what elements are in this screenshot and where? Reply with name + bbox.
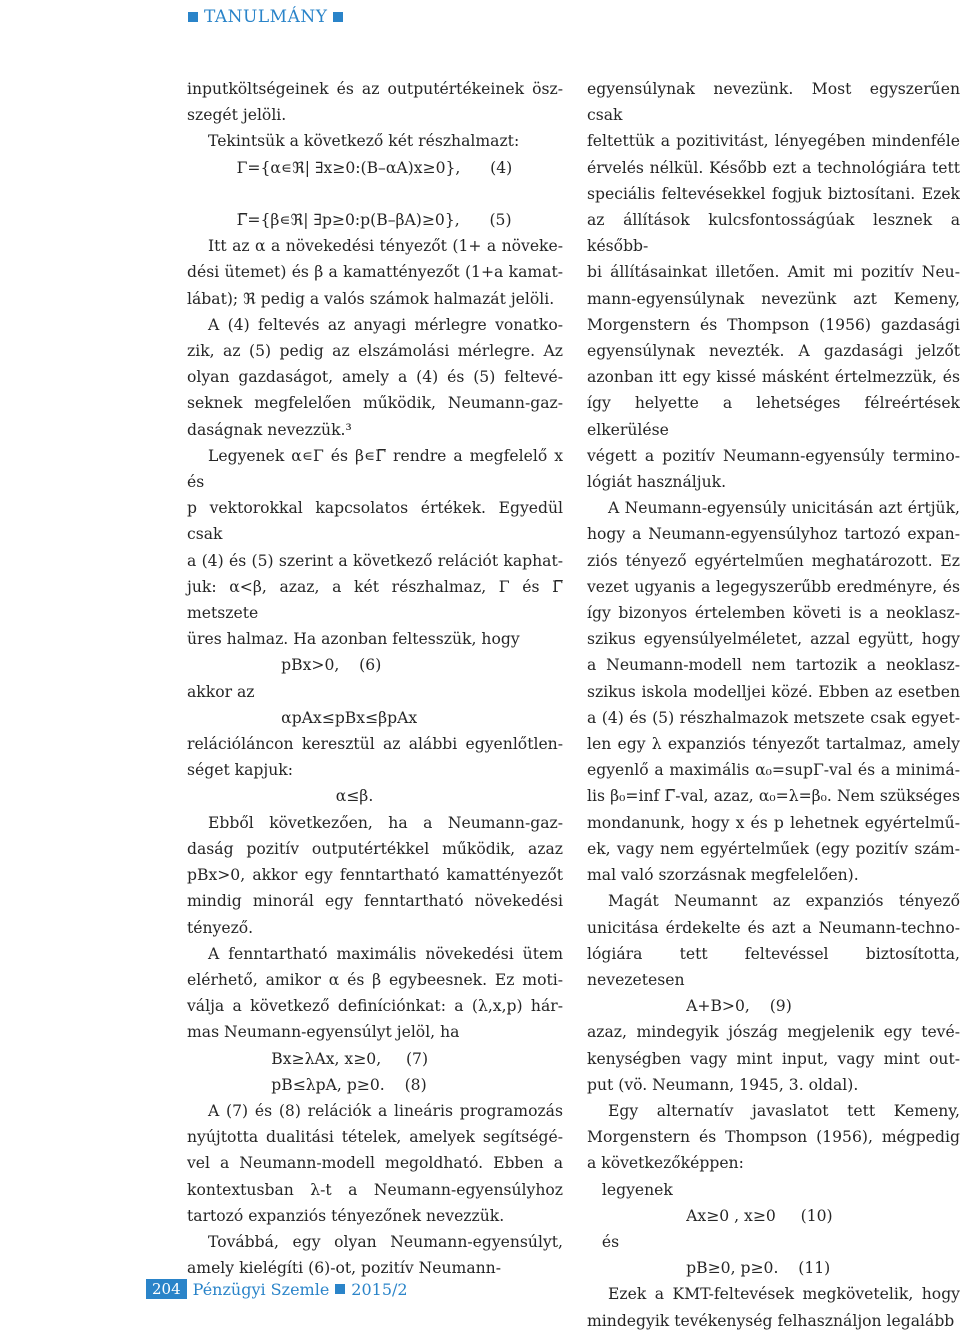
text-line: hogy a Neumann-egyensúlyhoz tartozó expan-: [587, 525, 960, 544]
text-line: végett a pozitív Neumann-egyensúly termino-: [587, 446, 960, 465]
text-line: tényező.: [187, 918, 254, 937]
text-line: egyensúlynak nevezünk. Most egyszerűen csak: [587, 80, 960, 125]
text-line: A (4) feltevés az anyagi mérlegre vonatko-: [208, 315, 563, 334]
text-line: inputköltségeinek és az outputértékeinek ösz-: [187, 80, 563, 98]
text-line: válja a következő definíciónkat: a (λ,x,p) hár-: [187, 997, 563, 1016]
text-line: put (vö. Neumann, 1945, 3. oldal).: [587, 1075, 859, 1094]
text-line: daság pozitív outputértékkel működik, azaz: [187, 839, 563, 858]
text-line: mindegyik tevékenység felhasználjon legalább: [587, 1311, 955, 1330]
text-line: Tekintsük a következő két részhalmazt:: [208, 132, 520, 151]
text-line: daságnak nevezzük.³: [187, 420, 352, 439]
text-line: bi állításainkat illetően. Amit mi pozitív Neu-: [587, 263, 960, 282]
text-line: Egy alternatív javaslatot tett Kemeny,: [608, 1101, 960, 1120]
text-line: akkor az: [187, 682, 255, 701]
section-title: TANULMÁNY: [204, 7, 328, 27]
text-line: azaz, mindegyik jószág megjelenik egy tevé-: [587, 1023, 960, 1042]
text-line: feltettük a pozitivitást, lényegében mindenféle: [587, 132, 960, 151]
text-line: amely kielégíti (6)-ot, pozitív Neumann-: [187, 1259, 501, 1278]
equation-line: Γ={α∊ℜ| ∃x≥0:(B–αA)x≥0}, (4): [187, 158, 513, 177]
text-line: így helyette a lehetséges félreértések elkerülése: [587, 394, 960, 439]
page-number: 204: [146, 1279, 187, 1299]
text-line: dési ütemet) és β a kamattényezőt (1+a kamat-: [187, 263, 563, 282]
text-line: A (7) és (8) relációk a lineáris programozás: [208, 1101, 563, 1120]
right-column: [587, 76, 960, 1334]
text-line: egyenlő a maximális α₀=supΓ-val és a minimá-: [587, 761, 960, 780]
text-line: Itt az α a növekedési tényezőt (1+ a növeke-: [208, 237, 563, 256]
blue-square-icon: [333, 12, 343, 22]
text-line: pBx>0, akkor egy fenntartható kamattényezőt: [187, 866, 563, 885]
blue-square-icon: [335, 1284, 345, 1294]
text-line: mas Neumann-egyensúlyt jelöl, ha: [187, 1023, 460, 1042]
text-line: Legyenek α∊Γ és β∊Γ̅ rendre a megfelelő x és: [187, 446, 563, 492]
equation-line: legyenek: [587, 1180, 673, 1199]
journal-name: Pénzügyi Szemle: [192, 1279, 330, 1299]
equation-line: [187, 181, 563, 207]
left-column: [187, 76, 563, 1281]
text-line: az állítások kulcsfontosságúak lesznek a később-: [587, 211, 960, 256]
text-line: lógiát használjuk.: [587, 473, 727, 492]
text-line: így bizonyos értelemben követi is a neoklasz-: [587, 604, 960, 623]
text-line: a (4) és (5) részhalmazok metszete csak egyet-: [587, 708, 960, 727]
text-line: Továbbá, egy olyan Neumann-egyensúlyt,: [208, 1232, 563, 1251]
text-line: mondanunk, hogy x és p lehetnek egyértelmű-: [587, 813, 960, 832]
text-line: a (4) és (5) szerint a következő relációt kaphat-: [187, 551, 563, 570]
blue-square-icon: [188, 12, 198, 22]
text-line: egyensúlynak nevezték. A gazdasági jelzőt: [587, 342, 960, 361]
text-line: vel a Neumann-modell megoldható. Ebben a: [187, 1154, 563, 1173]
text-line: érvelés nélkül. Később ezt a technológiára tett: [587, 158, 960, 177]
text-line: tartozó expanziós tényezőnek nevezzük.: [187, 1206, 505, 1225]
text-line: lógiára tett feltevéssel biztosította, nevezetesen: [587, 944, 960, 989]
text-line: lábat); ℜ pedig a valós számok halmazát jelöli.: [187, 289, 555, 308]
equation-line: A+B>0, (9): [587, 997, 792, 1016]
text-line: nyújtotta dualitási tételek, amelyek segítségé-: [187, 1128, 563, 1147]
text-line: kontextusban λ-t a Neumann-egyensúlyhoz: [187, 1180, 563, 1199]
text-line: juk: α<β, azaz, a két részhalmaz, Γ és Γ̅ metszete: [187, 577, 563, 623]
text-line: seknek megfelelően működik, Neumann-gaz-: [187, 394, 563, 413]
text-line: mal való szorzásnak megfelelően).: [587, 866, 859, 885]
text-line: Morgenstern és Thompson (1956) gazdasági: [587, 315, 960, 334]
equation-line: Γ̅={β∊ℜ| ∃p≥0:p(B–βA)≥0}, (5): [187, 211, 512, 230]
text-line: elérhető, amikor α és β egybeesnek. Ez moti-: [187, 970, 563, 989]
text-line: Magát Neumannt az expanziós tényező: [608, 892, 960, 911]
text-line: kenységben vagy mint input, vagy mint out-: [587, 1049, 960, 1068]
text-line: A fenntartható maximális növekedési ütem: [208, 944, 563, 963]
text-line: p vektorokkal kapcsolatos értékek. Egyedül csak: [187, 499, 563, 544]
text-line: Ezek a KMT-feltevések megkövetelik, hogy: [608, 1285, 960, 1304]
equation-line: α≤β.: [187, 787, 374, 806]
equation-line: αpAx≤pBx≤βpAx: [187, 708, 418, 727]
equation-line: és: [587, 1232, 620, 1251]
equation-line: Bx≥λAx, x≥0, (7): [187, 1049, 429, 1068]
text-line: a következőképpen:: [587, 1154, 744, 1173]
equation-line: Ax≥0 , x≥0 (10): [587, 1206, 833, 1225]
text-line: üres halmaz. Ha azonban feltesszük, hogy: [187, 630, 520, 649]
text-line: Morgenstern és Thompson (1956), mégpedig: [587, 1128, 960, 1147]
text-line: szikus egyensúlyelméletet, azzal együtt, hogy: [587, 630, 960, 649]
text-line: Ebből következően, ha a Neumann-gaz-: [208, 813, 563, 832]
text-line: A Neumann-egyensúly unicitásán azt értjük,: [608, 499, 960, 518]
text-line: ek, vagy nem egyértelműek (egy pozitív szám-: [587, 839, 960, 858]
text-line: lis β₀=inf Γ̅-val, azaz, α₀=λ=β₀. Nem szükséges: [587, 787, 960, 806]
text-line: szikus iskola modelljei közé. Ebben az esetben: [587, 682, 960, 701]
text-line: szegét jelöli.: [187, 106, 287, 125]
section-header: [0, 0, 960, 34]
page-footer: [146, 1276, 408, 1302]
text-line: mann-egyensúlynak nevezünk azt Kemeny,: [587, 289, 960, 308]
text-line: speciális feltevésekkel fogjuk biztosítani. Ezek: [587, 184, 960, 203]
text-line: unicitása érdekelte és azt a Neumann-techno-: [587, 918, 960, 937]
text-line: vezet ugyanis a legegyszerűbb eredményre, és: [587, 577, 960, 596]
text-line: relációláncon keresztül az alábbi egyenlőtlen-: [187, 735, 563, 754]
journal-issue: 2015/2: [351, 1279, 408, 1299]
text-line: azonban itt egy kissé másként értelmezzük, és: [587, 368, 960, 387]
equation-line: pB≥0, p≥0. (11): [587, 1259, 831, 1278]
text-line: len egy λ expanziós tényezőt tartalmaz, amely: [587, 735, 960, 754]
text-line: ziós tényező egyértelműen meghatározott. Ez: [587, 551, 960, 570]
text-line: séget kapjuk:: [187, 761, 293, 780]
equation-line: pBx>0, (6): [187, 656, 382, 675]
text-line: olyan gazdaságot, amely a (4) és (5) feltevé-: [187, 368, 563, 387]
equation-line: pB≤λpA, p≥0. (8): [187, 1075, 427, 1094]
text-line: zik, az (5) pedig az elszámolási mérlegre. Az: [187, 342, 563, 361]
text-line: mindig minorál egy fenntartható növekedési: [187, 892, 563, 911]
text-line: a Neumann-modell nem tartozik a neoklasz-: [587, 656, 960, 675]
